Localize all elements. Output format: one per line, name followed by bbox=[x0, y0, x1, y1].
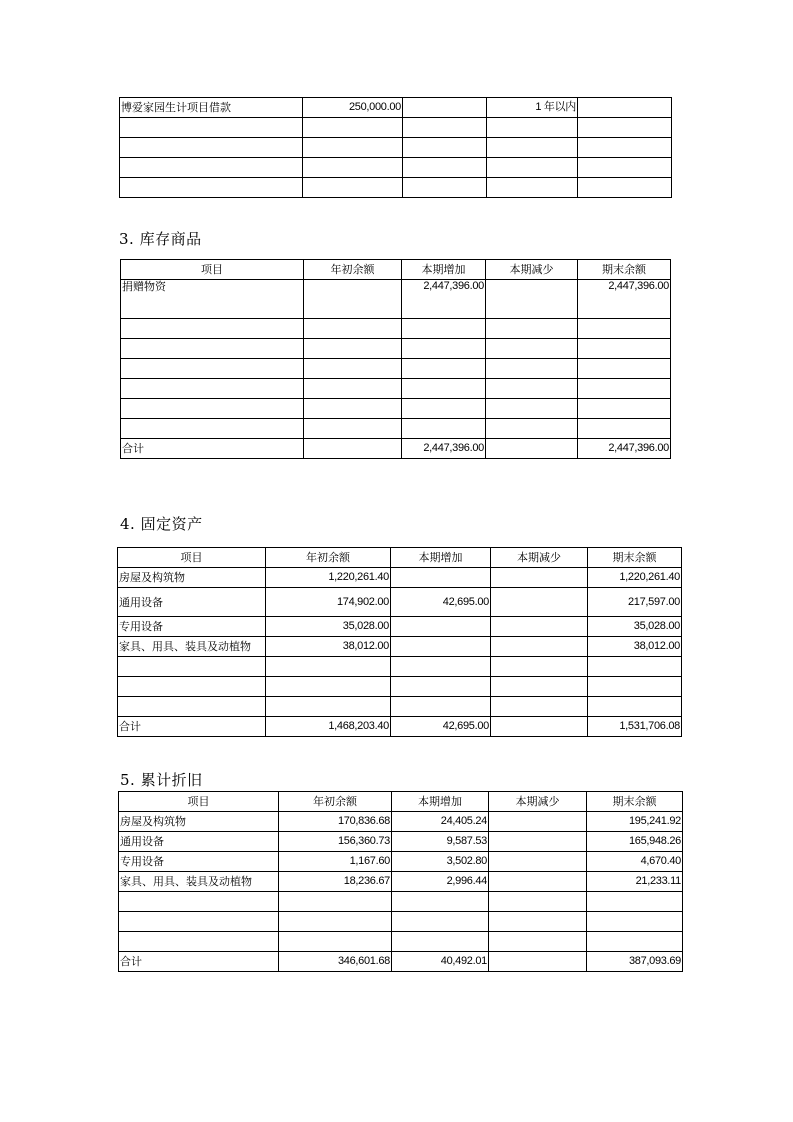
item-cell bbox=[121, 359, 304, 379]
empty-cell bbox=[578, 118, 672, 138]
empty-cell bbox=[403, 118, 487, 138]
closing-balance-cell bbox=[578, 419, 671, 439]
opening-balance-cell: 35,028.00 bbox=[266, 617, 391, 637]
item-cell bbox=[120, 158, 303, 178]
decrease-cell bbox=[491, 637, 588, 657]
decrease-cell bbox=[489, 812, 587, 832]
increase-cell: 24,405.24 bbox=[392, 812, 489, 832]
item-cell bbox=[118, 657, 266, 677]
closing-balance-cell bbox=[588, 677, 682, 697]
table-row bbox=[118, 677, 682, 697]
opening-balance-cell: 38,012.00 bbox=[266, 637, 391, 657]
decrease-cell bbox=[489, 832, 587, 852]
opening-balance-cell: 1,167.60 bbox=[279, 852, 392, 872]
increase-cell: 2,996.44 bbox=[392, 872, 489, 892]
decrease-cell bbox=[491, 568, 588, 588]
table-header-row bbox=[119, 792, 683, 812]
closing-balance-cell: 1,220,261.40 bbox=[588, 568, 682, 588]
header-opening-balance-cell: 年初余额 bbox=[304, 260, 402, 280]
item-cell bbox=[119, 932, 279, 952]
total-item-cell: 合计 bbox=[121, 439, 304, 459]
total-closing-balance-cell: 1,531,706.08 bbox=[588, 717, 682, 737]
fixed-assets-table-body bbox=[118, 548, 682, 737]
table-row bbox=[121, 399, 671, 419]
item-cell bbox=[119, 912, 279, 932]
increase-cell bbox=[392, 932, 489, 952]
closing-balance-cell: 21,233.11 bbox=[587, 872, 683, 892]
header-increase-cell: 本期增加 bbox=[391, 548, 491, 568]
empty-cell bbox=[578, 158, 672, 178]
header-decrease-cell: 本期减少 bbox=[491, 548, 588, 568]
header-closing-balance-cell: 期末余额 bbox=[588, 548, 682, 568]
closing-balance-cell bbox=[578, 359, 671, 379]
item-cell: 专用设备 bbox=[119, 852, 279, 872]
header-opening-balance-cell: 年初余额 bbox=[266, 548, 391, 568]
opening-balance-cell bbox=[279, 892, 392, 912]
closing-balance-cell: 165,948.26 bbox=[587, 832, 683, 852]
decrease-cell bbox=[489, 892, 587, 912]
opening-balance-cell bbox=[266, 657, 391, 677]
increase-cell bbox=[391, 657, 491, 677]
header-increase-cell: 本期增加 bbox=[402, 260, 486, 280]
header-closing-balance-cell: 期末余额 bbox=[587, 792, 683, 812]
increase-cell bbox=[402, 359, 486, 379]
closing-balance-cell bbox=[578, 319, 671, 339]
section-title-inventory: 3. 库存商品 bbox=[119, 230, 202, 248]
amount-cell: 250,000.00 bbox=[303, 98, 403, 118]
total-increase-cell: 40,492.01 bbox=[392, 952, 489, 972]
item-cell: 通用设备 bbox=[119, 832, 279, 852]
header-item-cell: 项目 bbox=[119, 792, 279, 812]
table-row bbox=[118, 588, 682, 617]
item-cell bbox=[120, 118, 303, 138]
decrease-cell bbox=[489, 872, 587, 892]
table-total-row bbox=[118, 717, 682, 737]
table-row bbox=[121, 359, 671, 379]
inventory-table bbox=[120, 259, 671, 459]
closing-balance-cell bbox=[578, 379, 671, 399]
opening-balance-cell bbox=[304, 419, 402, 439]
table-row bbox=[121, 379, 671, 399]
decrease-cell bbox=[486, 319, 578, 339]
table-row bbox=[119, 832, 683, 852]
increase-cell: 3,502.80 bbox=[392, 852, 489, 872]
table-total-row bbox=[121, 439, 671, 459]
depreciation-table bbox=[118, 791, 683, 972]
empty-cell bbox=[578, 98, 672, 118]
table-row bbox=[118, 617, 682, 637]
header-item-cell: 项目 bbox=[118, 548, 266, 568]
closing-balance-cell: 38,012.00 bbox=[588, 637, 682, 657]
decrease-cell bbox=[486, 280, 578, 319]
increase-cell bbox=[402, 319, 486, 339]
table-row bbox=[118, 697, 682, 717]
total-closing-balance-cell: 2,447,396.00 bbox=[578, 439, 671, 459]
closing-balance-cell: 217,597.00 bbox=[588, 588, 682, 617]
header-decrease-cell: 本期减少 bbox=[489, 792, 587, 812]
increase-cell bbox=[402, 379, 486, 399]
item-cell: 博爱家园生计项目借款 bbox=[120, 98, 303, 118]
increase-cell bbox=[391, 568, 491, 588]
decrease-cell bbox=[489, 932, 587, 952]
term-cell bbox=[487, 118, 578, 138]
empty-cell bbox=[403, 178, 487, 198]
table-row bbox=[119, 852, 683, 872]
table-header-row bbox=[118, 548, 682, 568]
table-row bbox=[120, 118, 672, 138]
table-row bbox=[118, 637, 682, 657]
table-row bbox=[119, 932, 683, 952]
table-row bbox=[120, 178, 672, 198]
empty-cell bbox=[403, 138, 487, 158]
header-opening-balance-cell: 年初余额 bbox=[279, 792, 392, 812]
increase-cell bbox=[391, 617, 491, 637]
fixed-assets-table bbox=[117, 547, 682, 737]
table-row bbox=[121, 419, 671, 439]
item-cell: 家具、用具、装具及动植物 bbox=[119, 872, 279, 892]
amount-cell bbox=[303, 178, 403, 198]
total-decrease-cell bbox=[486, 439, 578, 459]
term-cell bbox=[487, 158, 578, 178]
table-total-row bbox=[119, 952, 683, 972]
table-row bbox=[119, 892, 683, 912]
header-item-cell: 项目 bbox=[121, 260, 304, 280]
closing-balance-cell bbox=[588, 657, 682, 677]
depreciation-table-block bbox=[118, 791, 683, 972]
opening-balance-cell bbox=[304, 339, 402, 359]
header-decrease-cell: 本期减少 bbox=[486, 260, 578, 280]
table-row bbox=[118, 568, 682, 588]
term-cell bbox=[487, 138, 578, 158]
opening-balance-cell bbox=[304, 399, 402, 419]
table-row bbox=[119, 912, 683, 932]
closing-balance-cell bbox=[587, 912, 683, 932]
increase-cell: 2,447,396.00 bbox=[402, 280, 486, 319]
increase-cell bbox=[391, 697, 491, 717]
total-decrease-cell bbox=[491, 717, 588, 737]
closing-balance-cell bbox=[587, 932, 683, 952]
loan-table-block bbox=[119, 97, 672, 198]
increase-cell: 42,695.00 bbox=[391, 588, 491, 617]
opening-balance-cell bbox=[279, 932, 392, 952]
item-cell: 房屋及构筑物 bbox=[119, 812, 279, 832]
decrease-cell bbox=[486, 419, 578, 439]
closing-balance-cell bbox=[587, 892, 683, 912]
increase-cell bbox=[391, 677, 491, 697]
item-cell: 家具、用具、装具及动植物 bbox=[118, 637, 266, 657]
item-cell bbox=[118, 677, 266, 697]
item-cell bbox=[120, 138, 303, 158]
empty-cell bbox=[403, 98, 487, 118]
amount-cell bbox=[303, 138, 403, 158]
item-cell bbox=[121, 319, 304, 339]
item-cell bbox=[119, 892, 279, 912]
opening-balance-cell bbox=[304, 280, 402, 319]
item-cell bbox=[121, 339, 304, 359]
item-cell: 房屋及构筑物 bbox=[118, 568, 266, 588]
opening-balance-cell bbox=[304, 319, 402, 339]
item-cell bbox=[121, 399, 304, 419]
increase-cell bbox=[402, 419, 486, 439]
fixed-assets-table-block bbox=[117, 547, 682, 737]
header-closing-balance-cell: 期末余额 bbox=[578, 260, 671, 280]
term-cell: 1 年以内 bbox=[487, 98, 578, 118]
closing-balance-cell: 195,241.92 bbox=[587, 812, 683, 832]
total-increase-cell: 42,695.00 bbox=[391, 717, 491, 737]
closing-balance-cell bbox=[578, 399, 671, 419]
section-title-depreciation: 5. 累计折旧 bbox=[120, 771, 203, 789]
closing-balance-cell: 35,028.00 bbox=[588, 617, 682, 637]
closing-balance-cell: 4,670.40 bbox=[587, 852, 683, 872]
opening-balance-cell bbox=[304, 359, 402, 379]
item-cell bbox=[121, 419, 304, 439]
decrease-cell bbox=[491, 697, 588, 717]
closing-balance-cell bbox=[588, 697, 682, 717]
table-row bbox=[120, 158, 672, 178]
increase-cell bbox=[402, 399, 486, 419]
item-cell: 捐赠物资 bbox=[121, 280, 304, 319]
increase-cell: 9,587.53 bbox=[392, 832, 489, 852]
header-increase-cell: 本期增加 bbox=[392, 792, 489, 812]
item-cell: 专用设备 bbox=[118, 617, 266, 637]
loan-table bbox=[119, 97, 672, 198]
term-cell bbox=[487, 178, 578, 198]
inventory-table-block bbox=[120, 259, 671, 459]
loan-table-body bbox=[120, 98, 672, 198]
item-cell: 通用设备 bbox=[118, 588, 266, 617]
empty-cell bbox=[403, 158, 487, 178]
opening-balance-cell bbox=[304, 379, 402, 399]
decrease-cell bbox=[491, 588, 588, 617]
table-header-row bbox=[121, 260, 671, 280]
table-row bbox=[121, 280, 671, 319]
table-row bbox=[120, 138, 672, 158]
amount-cell bbox=[303, 158, 403, 178]
decrease-cell bbox=[491, 617, 588, 637]
opening-balance-cell bbox=[266, 697, 391, 717]
total-item-cell: 合计 bbox=[119, 952, 279, 972]
total-opening-balance-cell: 1,468,203.40 bbox=[266, 717, 391, 737]
decrease-cell bbox=[491, 657, 588, 677]
table-row bbox=[121, 339, 671, 359]
total-opening-balance-cell: 346,601.68 bbox=[279, 952, 392, 972]
table-row bbox=[121, 319, 671, 339]
total-item-cell: 合计 bbox=[118, 717, 266, 737]
decrease-cell bbox=[489, 852, 587, 872]
opening-balance-cell: 18,236.67 bbox=[279, 872, 392, 892]
section-title-fixed-assets: 4. 固定资产 bbox=[120, 515, 203, 533]
total-closing-balance-cell: 387,093.69 bbox=[587, 952, 683, 972]
opening-balance-cell: 1,220,261.40 bbox=[266, 568, 391, 588]
table-row bbox=[119, 812, 683, 832]
increase-cell bbox=[402, 339, 486, 359]
opening-balance-cell: 174,902.00 bbox=[266, 588, 391, 617]
increase-cell bbox=[392, 892, 489, 912]
closing-balance-cell: 2,447,396.00 bbox=[578, 280, 671, 319]
decrease-cell bbox=[486, 379, 578, 399]
empty-cell bbox=[578, 178, 672, 198]
opening-balance-cell bbox=[279, 912, 392, 932]
increase-cell bbox=[391, 637, 491, 657]
decrease-cell bbox=[486, 359, 578, 379]
opening-balance-cell: 170,836.68 bbox=[279, 812, 392, 832]
opening-balance-cell bbox=[266, 677, 391, 697]
item-cell bbox=[118, 697, 266, 717]
total-opening-balance-cell bbox=[304, 439, 402, 459]
empty-cell bbox=[578, 138, 672, 158]
closing-balance-cell bbox=[578, 339, 671, 359]
decrease-cell bbox=[489, 912, 587, 932]
table-row bbox=[118, 657, 682, 677]
item-cell bbox=[121, 379, 304, 399]
inventory-table-body bbox=[121, 260, 671, 459]
depreciation-table-body bbox=[119, 792, 683, 972]
amount-cell bbox=[303, 118, 403, 138]
decrease-cell bbox=[491, 677, 588, 697]
decrease-cell bbox=[486, 339, 578, 359]
total-increase-cell: 2,447,396.00 bbox=[402, 439, 486, 459]
total-decrease-cell bbox=[489, 952, 587, 972]
table-row bbox=[120, 98, 672, 118]
opening-balance-cell: 156,360.73 bbox=[279, 832, 392, 852]
increase-cell bbox=[392, 912, 489, 932]
table-row bbox=[119, 872, 683, 892]
item-cell bbox=[120, 178, 303, 198]
decrease-cell bbox=[486, 399, 578, 419]
